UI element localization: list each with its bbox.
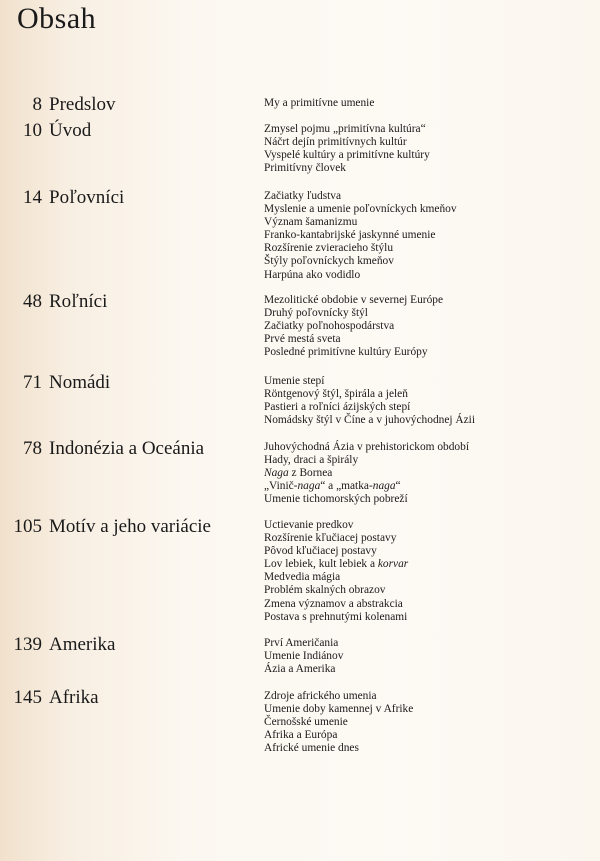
subsection-item: Zdroje afrického umenia — [264, 690, 377, 702]
subsection-list — [264, 190, 457, 282]
subsection-item: Uctievanie predkov — [264, 519, 354, 531]
subsection-item: Medvedia mágia — [264, 571, 341, 584]
subsection-item: Harpúna ako vodidlo — [264, 268, 361, 281]
chapter-title: Poľovníci — [49, 187, 125, 208]
subsection-item: Hady, draci a špirály — [264, 454, 359, 467]
subsection-item: Význam šamanizmu — [264, 216, 358, 229]
subsection-item: Prvé mestá sveta — [264, 333, 341, 346]
chapter-title: Nomádi — [49, 372, 111, 393]
subsection-item: Začiatky poľnohospodárstva — [264, 320, 395, 333]
subsection-item: Nomádsky štýl v Číne a v juhovýchodnej Ázii — [264, 414, 476, 427]
subsection-item: Vyspelé kultúry a primitívne kultúry — [264, 149, 430, 162]
chapter-page-number: 139 — [13, 634, 42, 655]
subsection-item: Ázia a Amerika — [264, 663, 336, 676]
chapter-page-number: 8 — [32, 94, 42, 115]
subsection-list — [264, 97, 374, 110]
subsection-item: Pastieri a roľníci ázijských stepí — [264, 401, 411, 414]
chapter-title: Motív a jeho variácie — [49, 516, 211, 537]
subsection-item: Zmysel pojmu „primitívna kultúra“ — [264, 123, 426, 135]
subsection-item: Mezolitické obdobie v severnej Európe — [264, 294, 444, 306]
chapter-page-number: 14 — [23, 187, 42, 208]
chapter-page-number: 105 — [13, 516, 42, 537]
chapter-page-number: 145 — [13, 687, 42, 708]
subsection-item: Umenie tichomorských pobreží — [264, 493, 408, 506]
subsection-list — [264, 123, 430, 175]
chapter-page-number: 78 — [23, 438, 42, 459]
subsection-item: Pôvod kľučiacej postavy — [264, 545, 377, 558]
subsection-list — [264, 690, 413, 755]
subsection-item: Problém skalných obrazov — [264, 584, 386, 597]
subsection-item: Primitívny človek — [264, 162, 346, 175]
subsection-item: Černošské umenie — [264, 716, 348, 729]
subsection-item: „Vinič-naga“ a „matka-naga“ — [264, 480, 401, 493]
subsection-item: Rozšírenie zvieracieho štýlu — [264, 242, 394, 255]
subsection-item: Posledné primitívne kultúry Európy — [264, 346, 428, 359]
chapter-title: Afrika — [49, 687, 99, 708]
chapter-page-number: 48 — [23, 291, 42, 312]
chapter-page-number: 10 — [23, 120, 42, 141]
subsection-item: Umenie stepí — [264, 375, 325, 387]
subsection-item: Štýly poľovníckych kmeňov — [264, 255, 394, 268]
chapter-page-number: 71 — [23, 372, 42, 393]
subsection-list — [264, 637, 343, 676]
subsection-item: Zmena významov a abstrakcia — [264, 597, 403, 610]
subsection-item: Franko-kantabrijské jaskynné umenie — [264, 229, 436, 242]
chapter-title: Úvod — [49, 120, 92, 141]
subsection-item: Myslenie a umenie poľovníckych kmeňov — [264, 203, 457, 216]
subsection-item: Naga z Bornea — [264, 467, 333, 480]
subsection-list — [264, 441, 469, 506]
page-title: Obsah — [17, 2, 97, 35]
chapter-title: Amerika — [49, 634, 116, 655]
subsection-list — [264, 375, 475, 427]
chapter-title: Predslov — [49, 94, 116, 115]
subsection-item: Afrika a Európa — [264, 729, 338, 742]
subsection-item: Umenie doby kamennej v Afrike — [264, 703, 414, 716]
chapter-title: Roľníci — [49, 291, 108, 312]
subsection-item: Röntgenový štýl, špirála a jeleň — [264, 388, 408, 401]
subsection-item: Lov lebiek, kult lebiek a korvar — [264, 558, 409, 571]
subsection-item: Náčrt dejín primitívnych kultúr — [264, 136, 407, 149]
subsection-item: Africké umenie dnes — [264, 742, 359, 755]
subsection-item: Postava s prehnutými kolenami — [264, 610, 408, 623]
chapter-title: Indonézia a Oceánia — [49, 438, 205, 459]
subsection-list — [264, 519, 408, 624]
subsection-item: Juhovýchodná Ázia v prehistorickom období — [264, 441, 469, 453]
subsection-list — [264, 294, 443, 359]
subsection-item: Rozšírenie kľučiacej postavy — [264, 532, 397, 545]
subsection-item: Prví Američania — [264, 637, 339, 649]
subsection-item: Umenie Indiánov — [264, 650, 344, 663]
subsection-item: Začiatky ľudstva — [264, 190, 342, 202]
subsection-item: Druhý poľovnícky štýl — [264, 307, 368, 320]
subsection-item: My a primitívne umenie — [264, 97, 375, 109]
